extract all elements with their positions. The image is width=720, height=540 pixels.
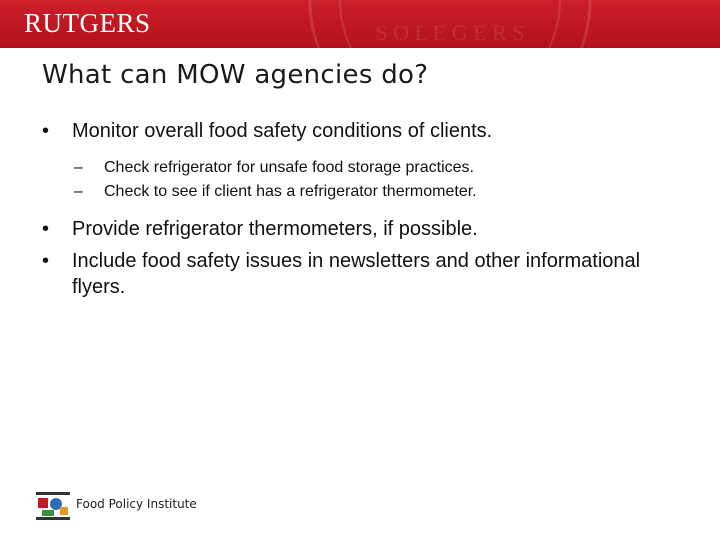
bullet-dot-icon: •	[42, 250, 50, 272]
bullet-list	[42, 118, 682, 300]
bullet-text: Monitor overall food safety conditions of clients.	[72, 120, 493, 142]
dash-icon: –	[74, 183, 83, 200]
bullet-dot-icon: •	[42, 218, 50, 240]
svg-text:S O L E G E R S: S O L E G E R S	[375, 20, 525, 45]
sub-bullet-list	[42, 156, 682, 204]
rutgers-seal-watermark-icon	[300, 0, 600, 48]
sub-bullet-text: Check to see if client has a refrigerator thermometer.	[104, 183, 477, 200]
food-policy-institute-logo-icon	[36, 492, 70, 520]
footer-institute-name: Food Policy Institute	[76, 497, 197, 511]
bullet-item	[42, 216, 682, 242]
dash-icon: –	[74, 159, 83, 176]
slide-title: What can MOW agencies do?	[42, 60, 429, 90]
bullet-dot-icon: •	[42, 120, 50, 142]
sub-bullet-item	[42, 156, 682, 180]
header-bar	[0, 0, 720, 48]
rutgers-logo[interactable]: RUTGERS	[24, 8, 151, 38]
bullet-text: Provide refrigerator thermometers, if possible.	[72, 218, 478, 240]
bullet-item	[42, 118, 682, 144]
bullet-text: Include food safety issues in newsletters and other informational flyers.	[72, 250, 641, 298]
sub-bullet-text: Check refrigerator for unsafe food storage practices.	[104, 159, 474, 176]
sub-bullet-item	[42, 180, 682, 204]
bullet-item	[42, 248, 682, 300]
